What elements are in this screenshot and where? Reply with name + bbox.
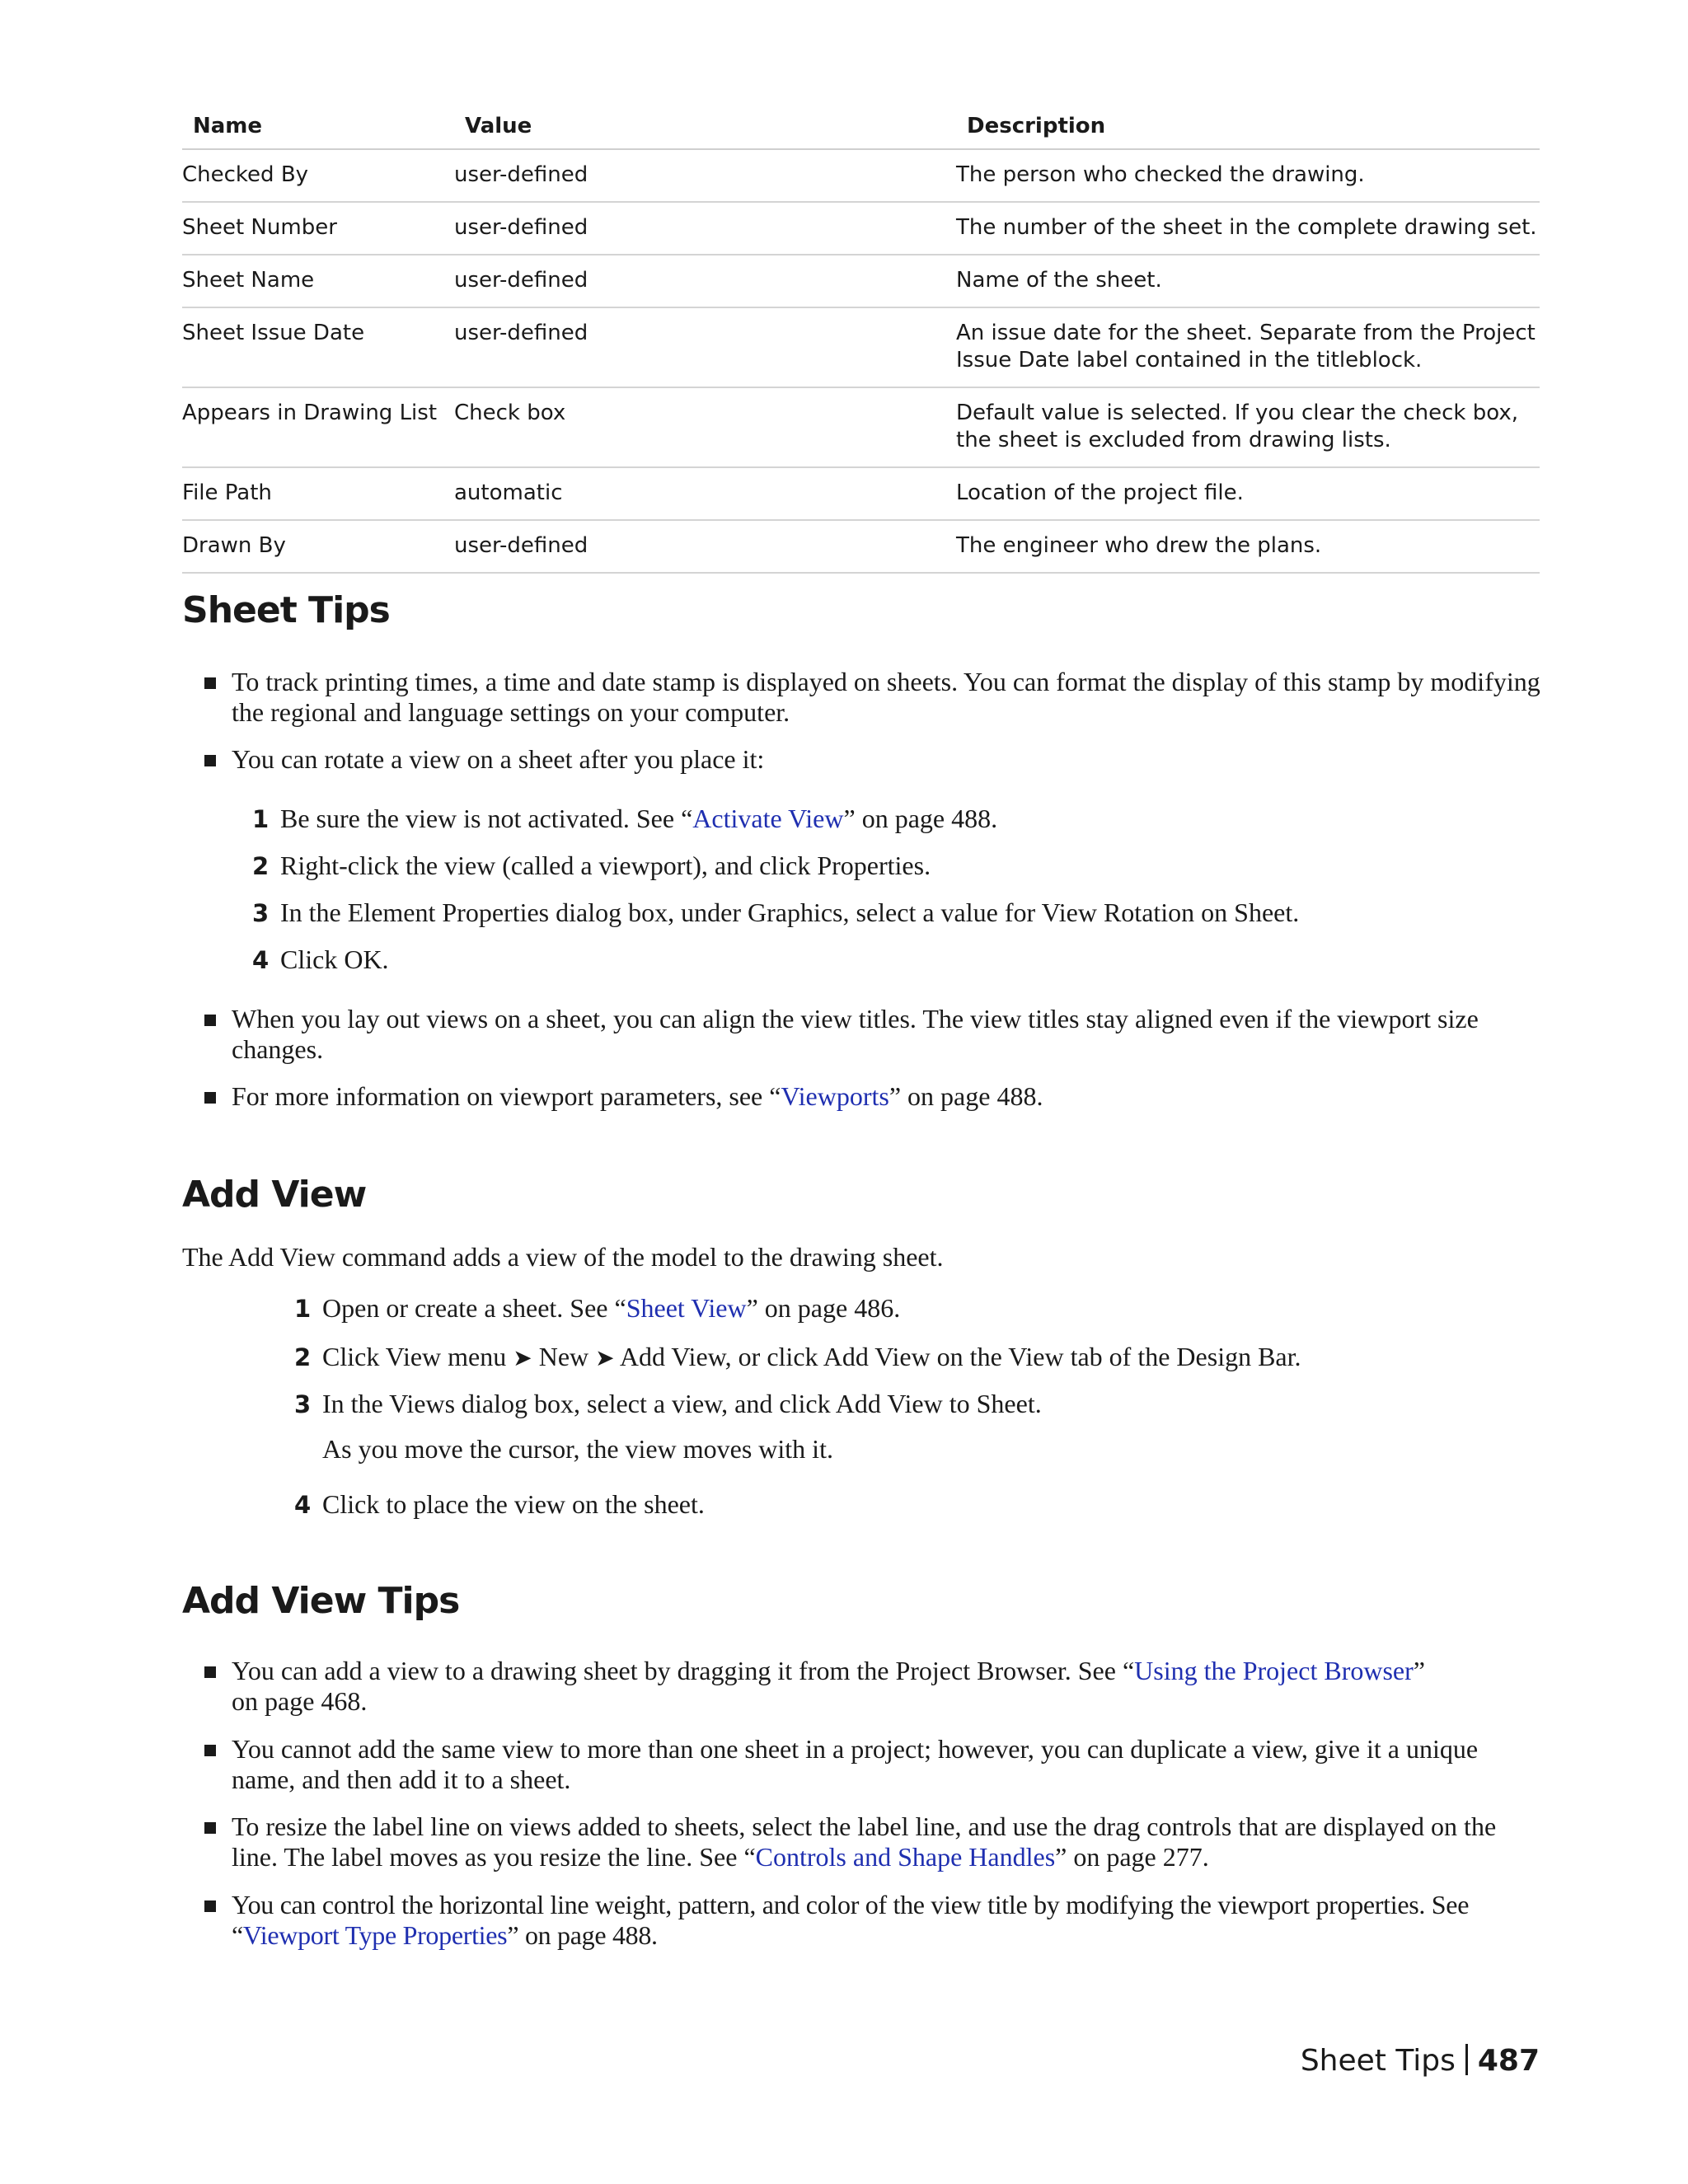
add-view-step-3-note: As you move the cursor, the view moves with it. — [322, 1434, 833, 1464]
tip-text: ” — [1413, 1656, 1425, 1685]
cell-description: The number of the sheet in the complete drawing set. — [956, 215, 1537, 240]
add-view-step-1 — [294, 1293, 1531, 1324]
bullet-marker — [204, 1900, 216, 1912]
step-text: Be sure the view is not activated. See “ — [280, 804, 693, 833]
tip-text: ” on page 488. — [889, 1081, 1043, 1111]
cell-name: Sheet Number — [182, 215, 337, 240]
rotate-step-3 — [252, 898, 1538, 929]
table-row — [182, 150, 1540, 203]
menu-arrow-icon: ➤ — [513, 1346, 532, 1371]
add-view-step-3 — [294, 1389, 1531, 1420]
step-number: 4 — [252, 946, 270, 974]
sheet-view-link[interactable]: Sheet View — [626, 1293, 747, 1323]
cell-value: user-defined — [454, 268, 588, 293]
cell-description: Location of the project file. — [956, 480, 1244, 505]
step-text: Click OK. — [280, 944, 389, 974]
cell-name: Checked By — [182, 162, 309, 187]
page-footer — [1301, 2044, 1540, 2078]
sheet-tip-2: You can rotate a view on a sheet after you place it: — [232, 744, 765, 774]
column-header-name: Name — [193, 114, 263, 138]
step-number: 3 — [294, 1390, 312, 1418]
cell-description: The person who checked the drawing. — [956, 162, 1365, 187]
cell-name: Drawn By — [182, 533, 286, 558]
step-number: 2 — [294, 1343, 312, 1371]
tip-text: on page 468. — [232, 1686, 368, 1716]
step-number: 1 — [252, 805, 270, 833]
sheet-tip-4 — [232, 1081, 1542, 1112]
page-number: 487 — [1477, 2044, 1540, 2078]
add-view-tip-4 — [232, 1890, 1550, 1951]
cell-description: Default value is selected. If you clear the check box, the sheet is excluded from drawing lists. — [956, 401, 1518, 452]
cell-name: Sheet Issue Date — [182, 321, 365, 345]
table-row — [182, 388, 1540, 468]
table-row — [182, 521, 1540, 574]
tip-text: ” on page 488. — [507, 1920, 658, 1950]
tip-text: You can control the horizontal line weight, pattern, and color of the view title by modifying the viewport properties. See “ — [232, 1890, 1470, 1950]
activate-view-link[interactable]: Activate View — [692, 804, 844, 833]
table-row — [182, 255, 1540, 308]
step-text: ” on page 488. — [843, 804, 998, 833]
sheet-tips-heading: Sheet Tips — [182, 589, 390, 631]
add-view-tips-heading: Add View Tips — [182, 1580, 460, 1622]
footer-divider — [1465, 2044, 1468, 2075]
cell-description: An issue date for the sheet. Separate from the Project Issue Date label contained in the titleblock. — [956, 321, 1536, 373]
bullet-marker — [204, 1822, 216, 1834]
table-row — [182, 468, 1540, 521]
cell-description: Name of the sheet. — [956, 268, 1162, 293]
controls-shape-handles-link[interactable]: Controls and Shape Handles — [755, 1842, 1056, 1872]
bullet-marker — [204, 1015, 216, 1026]
cell-description: The engineer who drew the plans. — [956, 533, 1322, 558]
bullet-marker — [204, 1666, 216, 1678]
properties-table — [182, 104, 1540, 574]
add-view-tip-2: You cannot add the same view to more than one sheet in a project; however, you can duplicate a view, give it a unique name, and then add it to a sheet. — [232, 1734, 1479, 1794]
step-text: ” on page 486. — [746, 1293, 901, 1323]
add-view-step-4 — [294, 1489, 1531, 1521]
rotate-step-1 — [252, 804, 1538, 835]
sheet-tip-3: When you lay out views on a sheet, you can align the view titles. The view titles stay aligned even if the viewport size changes. — [232, 1004, 1479, 1064]
bullet-marker — [204, 1092, 216, 1104]
step-number: 1 — [294, 1295, 312, 1323]
step-number: 4 — [294, 1491, 312, 1519]
add-view-tip-3 — [232, 1811, 1546, 1872]
using-project-browser-link[interactable]: Using the Project Browser — [1134, 1656, 1414, 1685]
tip-text: For more information on viewport parameters, see “ — [232, 1081, 781, 1111]
table-header — [182, 104, 1540, 150]
tip-text: You can add a view to a drawing sheet by dragging it from the Project Browser. See “ — [232, 1656, 1135, 1685]
viewport-type-properties-link[interactable]: Viewport Type Properties — [242, 1920, 508, 1950]
cell-value: user-defined — [454, 533, 588, 558]
footer-section-title: Sheet Tips — [1300, 2044, 1456, 2078]
bullet-marker — [204, 677, 216, 689]
add-view-heading: Add View — [182, 1174, 367, 1216]
step-number: 3 — [252, 899, 270, 927]
step-number: 2 — [252, 852, 270, 880]
step-text: New — [532, 1342, 596, 1371]
add-view-tip-1 — [232, 1656, 1550, 1717]
cell-value: automatic — [454, 480, 563, 505]
rotate-step-4 — [252, 944, 1538, 976]
cell-value: user-defined — [454, 215, 588, 240]
step-text: In the Element Properties dialog box, under Graphics, select a value for View Rotation on Sheet. — [280, 898, 1300, 927]
add-view-intro: The Add View command adds a view of the model to the drawing sheet. — [182, 1242, 944, 1272]
bullet-marker — [204, 1745, 216, 1756]
table-row — [182, 308, 1540, 388]
add-view-step-2 — [294, 1342, 1531, 1374]
cell-name: Sheet Name — [182, 268, 315, 293]
table-row — [182, 203, 1540, 255]
step-text: Right-click the view (called a viewport), and click Properties. — [280, 851, 931, 880]
viewports-link[interactable]: Viewports — [781, 1081, 889, 1111]
step-text: Add View, or click Add View on the View tab of the Design Bar. — [614, 1342, 1301, 1371]
menu-arrow-icon: ➤ — [595, 1346, 615, 1371]
bullet-marker — [204, 755, 216, 766]
cell-name: Appears in Drawing List — [182, 401, 438, 425]
step-text: In the Views dialog box, select a view, and click Add View to Sheet. — [322, 1389, 1042, 1418]
step-text: Open or create a sheet. See “ — [322, 1293, 626, 1323]
column-header-value: Value — [465, 114, 532, 138]
step-text: Click to place the view on the sheet. — [322, 1489, 705, 1519]
cell-name: File Path — [182, 480, 272, 505]
cell-value: user-defined — [454, 321, 588, 345]
step-text: Click View menu — [322, 1342, 513, 1371]
sheet-tip-1: To track printing times, a time and date stamp is displayed on sheets. You can format the display of this stamp by modifying the regional and language settings on your computer. — [232, 667, 1540, 727]
rotate-step-2 — [252, 851, 1538, 882]
cell-value: Check box — [454, 401, 566, 425]
column-header-description: Description — [967, 114, 1106, 138]
tip-text: ” on page 277. — [1055, 1842, 1209, 1872]
tip-text: To resize the label line on views added to sheets, select the label line, and use the drag controls that are displayed on the line. The label moves as you resize the line. See “ — [232, 1811, 1497, 1872]
cell-value: user-defined — [454, 162, 588, 187]
